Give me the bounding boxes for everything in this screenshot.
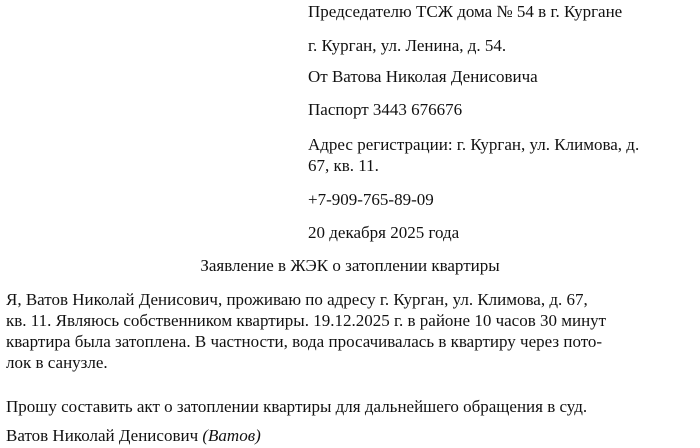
signer-name: Ватов Николай Денисович (6, 426, 199, 445)
sender-phone: +7-909-765-89-09 (308, 190, 434, 209)
registration-address-line-2: 67, кв. 11. (308, 156, 379, 175)
sender-passport: Паспорт 3443 676676 (308, 100, 463, 119)
statement-line: лок в санузле. (6, 353, 108, 372)
request-paragraph: Прошу составить акт о затоплении квартиры для дальнейшего обращения в суд. (6, 397, 588, 416)
handwritten-signature: (Ватов) (202, 426, 261, 445)
document-title: Заявление в ЖЭК о затоплении квартиры (200, 256, 500, 275)
sender-name: От Ватова Николая Денисовича (308, 67, 538, 86)
registration-address-line-1: Адрес регистрации: г. Курган, ул. Климова, д. (308, 135, 640, 154)
signature-line (6, 426, 261, 446)
document-date: 20 декабря 2025 года (308, 223, 460, 242)
statement-line: квартира была затоплена. В частности, вода просачивалась в квартиру через пото- (6, 332, 603, 351)
addressee-line: Председателю ТСЖ дома № 54 в г. Кургане (308, 2, 623, 21)
statement-line: Я, Ватов Николай Денисович, проживаю по адресу г. Курган, ул. Климова, д. 67, (6, 290, 588, 309)
statement-line: кв. 11. Являюсь собственником квартиры. 19.12.2025 г. в районе 10 часов 30 минут (6, 311, 607, 330)
statement-paragraph (6, 289, 694, 373)
addressee-address: г. Курган, ул. Ленина, д. 54. (308, 36, 507, 55)
